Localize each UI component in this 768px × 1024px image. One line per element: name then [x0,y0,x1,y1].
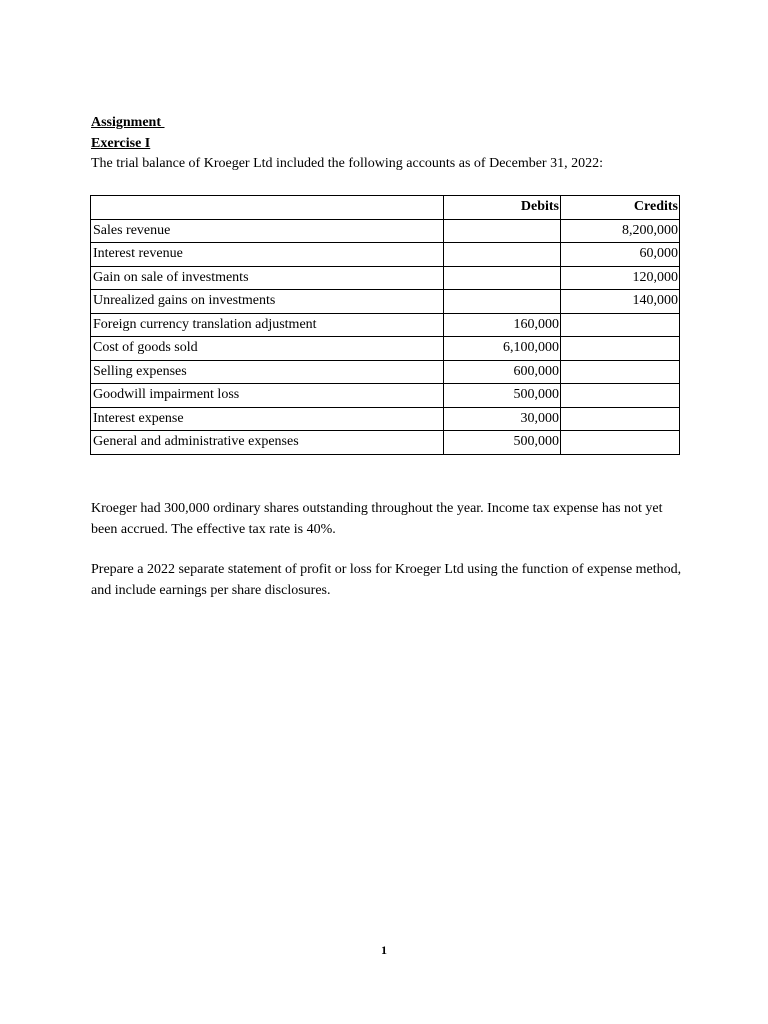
credit-value [561,431,680,455]
header-account [91,196,444,220]
credit-value: 60,000 [561,243,680,267]
account-name: Unrealized gains on investments [91,290,444,314]
credit-value [561,384,680,408]
credit-value [561,313,680,337]
debit-value: 6,100,000 [444,337,561,361]
table-header-row [91,196,680,220]
table-row [91,407,680,431]
debit-value: 500,000 [444,384,561,408]
instructions-paragraph: Prepare a 2022 separate statement of profit or loss for Kroeger Ltd using the function of expense method, and include earnings per share disclosures. [91,562,682,598]
debit-value: 600,000 [444,360,561,384]
account-name: Goodwill impairment loss [91,384,444,408]
credit-value: 8,200,000 [561,219,680,243]
debit-value: 160,000 [444,313,561,337]
table-row [91,360,680,384]
table-row [91,290,680,314]
assignment-heading: Assignment [91,115,165,130]
credit-value: 120,000 [561,266,680,290]
table-row [91,243,680,267]
credit-value [561,360,680,384]
debit-value [444,219,561,243]
credit-value: 140,000 [561,290,680,314]
page-number: 1 [381,943,387,957]
account-name: Sales revenue [91,219,444,243]
debit-value: 500,000 [444,431,561,455]
account-name: Interest revenue [91,243,444,267]
intro-text: The trial balance of Kroeger Ltd included the following accounts as of December 31, 2022: [91,156,603,171]
header-credits: Credits [561,196,680,220]
header-debits: Debits [444,196,561,220]
table-row [91,219,680,243]
debit-value [444,266,561,290]
table-row [91,313,680,337]
shares-paragraph: Kroeger had 300,000 ordinary shares outstanding throughout the year. Income tax expense has not yet been accrued. The effective tax rate is 40%. [91,501,663,537]
table-row [91,337,680,361]
account-name: General and administrative expenses [91,431,444,455]
account-name: Foreign currency translation adjustment [91,313,444,337]
account-name: Gain on sale of investments [91,266,444,290]
credit-value [561,337,680,361]
debit-value [444,243,561,267]
account-name: Interest expense [91,407,444,431]
table-row [91,384,680,408]
exercise-heading: Exercise I [91,136,151,151]
account-name: Selling expenses [91,360,444,384]
credit-value [561,407,680,431]
table-row [91,266,680,290]
debit-value [444,290,561,314]
debit-value: 30,000 [444,407,561,431]
trial-balance-table [90,195,680,455]
table-row [91,431,680,455]
account-name: Cost of goods sold [91,337,444,361]
